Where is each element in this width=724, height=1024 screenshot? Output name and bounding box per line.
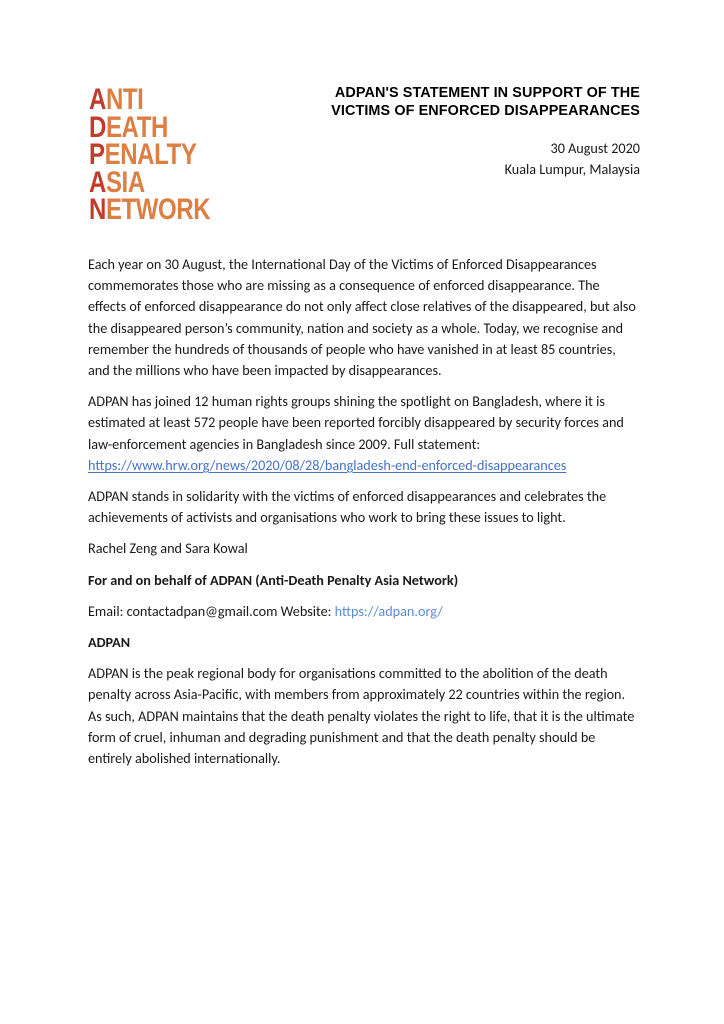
logo-line-anti <box>89 83 201 116</box>
logo-line-network <box>89 193 211 226</box>
paragraph-contact <box>88 601 640 622</box>
logo-rest-sia: SIA <box>105 165 145 199</box>
title-block <box>220 84 640 120</box>
logo-cap-p: P <box>89 138 105 171</box>
logo-cap-n: N <box>89 193 106 226</box>
logo-cap-d: D <box>89 110 106 144</box>
logo-cap-a1: A <box>89 83 106 116</box>
logo-line-penalty <box>89 138 201 171</box>
logo-cap-a2: A <box>89 165 106 199</box>
logo-rest-eath: EATH <box>105 110 168 144</box>
paragraph-solidarity: ADPAN stands in solidarity with the victims of enforced disappearances and celebrates the achievements of activists and organisations who work to bring these issues to light. <box>88 487 607 527</box>
paragraph-intro: Each year on 30 August, the International Day of the Victims of Enforced Disappearances commemorates those who are missing as a consequence of enforced disappearance. The effects of enforced disappearance do not only affect close relatives of the disappeared, but also the disappeared person’s community, nation and society as a whole. Today, we recognise and remember the hundreds of thousands of people who have vanished in at least 85 countries, and the millions who have been impacted by disappearances. <box>88 255 636 380</box>
adpan-website-link[interactable]: https://adpan.org/ <box>334 601 443 620</box>
heading-adpan: ADPAN <box>88 633 131 652</box>
paragraph-about-adpan: ADPAN is the peak regional body for organisations committed to the abolition of the death penalty across Asia-Pacific, with members from approximately 22 countries within the region. As such, ADPAN maintains that the death penalty violates the right to life, that it is the ultimate form of cruel, inhuman and degrading punishment and that the death penalty should be entirely abolished internationally. <box>88 664 635 768</box>
adpan-logo <box>89 83 229 226</box>
contact-email-text: Email: contactadpan@gmail.com Website: <box>88 601 335 620</box>
logo-line-death <box>89 110 201 144</box>
document-body <box>88 254 640 779</box>
page-title <box>220 84 640 120</box>
logo-line-asia <box>89 165 201 199</box>
paragraph-bangladesh: ADPAN has joined 12 human rights groups shining the spotlight on Bangladesh, where it is estimated at least 572 people have been reported forcibly disappeared by security forces and law-enforcement agencies in Bangladesh since 2009. Full statement: <box>88 392 624 453</box>
page-title-line1: ADPAN'S STATEMENT IN SUPPORT OF THE <box>334 85 640 101</box>
hrw-statement-link[interactable]: https://www.hrw.org/news/2020/08/28/bangladesh-end-enforced-disappearances <box>88 455 567 474</box>
paragraph-on-behalf: For and on behalf of ADPAN (Anti-Death Penalty Asia Network) <box>88 570 459 589</box>
document-date: 30 August 2020 <box>550 139 640 157</box>
logo-rest-nti: NTI <box>105 83 144 116</box>
document-location: Kuala Lumpur, Malaysia <box>504 160 640 178</box>
paragraph-signatories: Rachel Zeng and Sara Kowal <box>88 539 248 558</box>
page-title-line2: VICTIMS OF ENFORCED DISAPPEARANCES <box>331 103 640 119</box>
paragraph-hrw-link-wrapper <box>88 455 640 476</box>
logo-rest-etwork: ETWORK <box>105 193 211 226</box>
logo-rest-enalty: ENALTY <box>104 138 197 171</box>
date-location-block <box>220 138 640 180</box>
document-header <box>0 0 724 240</box>
